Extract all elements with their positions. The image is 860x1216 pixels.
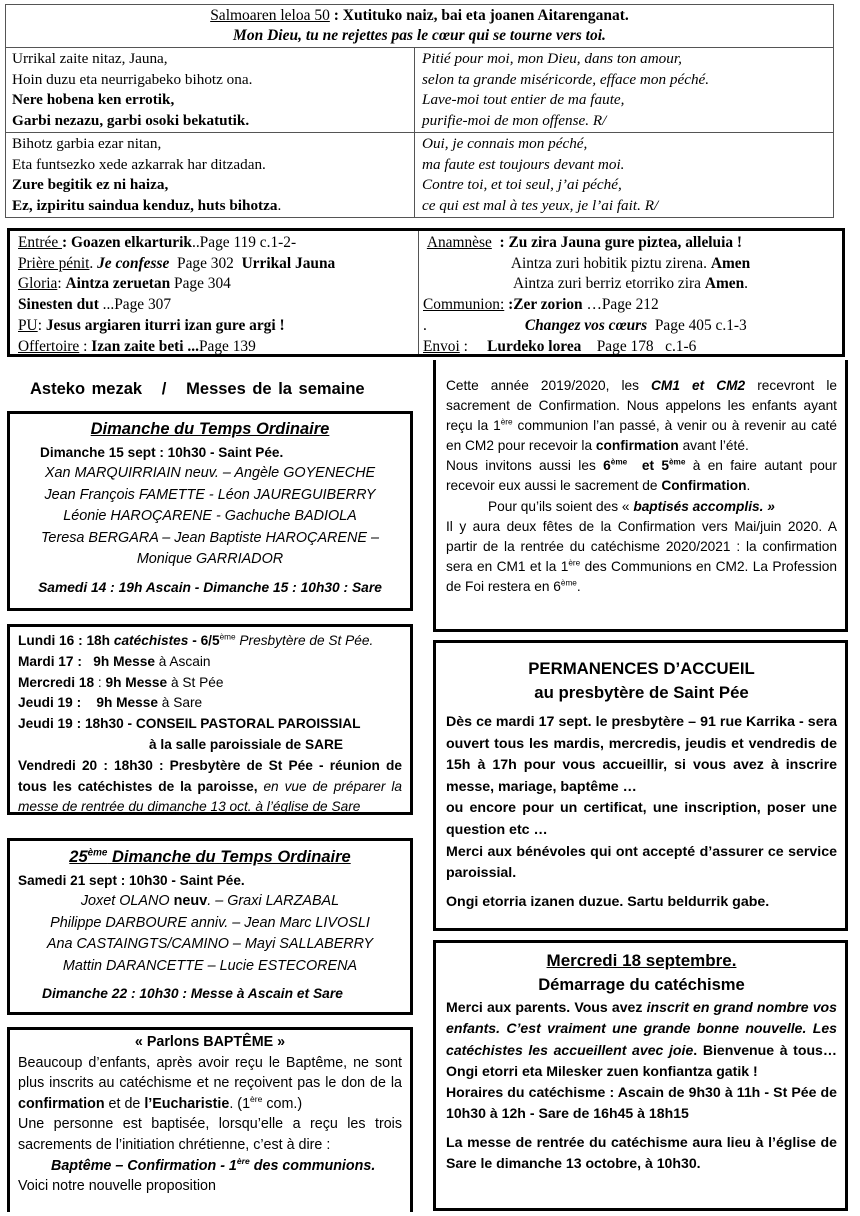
text: à en faire autant pour recevoir eux aussi le sacrement de bbox=[446, 458, 837, 494]
title-text: Dimanche du Temps Ordinaire bbox=[107, 848, 351, 866]
song-sep: : bbox=[79, 337, 92, 355]
box-subtitle: au presbytère de Saint Pée bbox=[534, 683, 749, 702]
day: Mercredi 18 bbox=[18, 674, 95, 690]
confirmation-paragraph bbox=[446, 517, 837, 597]
baptism-paragraph: Voici notre nouvelle proposition bbox=[18, 1178, 216, 1195]
verse-line: Hoin duzu eta neurrigabeko bihotz ona. bbox=[12, 70, 253, 88]
verse-line: Bihotz garbia ezar nitan, bbox=[12, 135, 162, 152]
text: Il y aura deux fêtes de la Confirmation vers Mai/juin 2020. A partir de la rentrée du catéchisme 2020/2021 : la confirmation sera en CM1 et la 1 bbox=[446, 518, 837, 574]
text: des communions. bbox=[249, 1157, 376, 1174]
verse-line: Zure begitik ez ni haiza, bbox=[12, 176, 169, 193]
psalm-refrain-basque: : Xutituko naiz, bai eta joanen Aitarenganat. bbox=[329, 7, 629, 24]
box-title: « Parlons BAPTÊME » bbox=[134, 1034, 286, 1050]
text: communion l’an passé, à venir ou à revenir au caté en CM2 pour recevoir la bbox=[446, 418, 838, 454]
sacraments-line bbox=[18, 1156, 402, 1177]
psalm-stanza bbox=[6, 48, 833, 133]
song-page: ...Page 307 bbox=[98, 296, 172, 314]
verse-line: Pitié pour moi, mon Dieu, dans ton amour, bbox=[422, 50, 682, 67]
schedule-monday bbox=[18, 631, 402, 652]
box-title: PERMANENCES D’ACCUEIL bbox=[528, 659, 755, 678]
catechism-box bbox=[433, 940, 848, 1211]
intention-line bbox=[18, 891, 402, 913]
sunday-25-mass-box bbox=[7, 838, 413, 1015]
intention-line: Mattin DARANCETTE – Lucie ESTECORENA bbox=[62, 957, 358, 974]
grade: - 6/5 bbox=[188, 633, 220, 648]
text: et de bbox=[104, 1095, 145, 1112]
reception-paragraph: Dès ce mardi 17 sept. le presbytère – 91 rue Karrika - sera ouvert tous les mardis, mercredis, jeudis et vendredis de 15h à 17h pour vous accueillir, si vous avez à inscrire messe, mariage, baptême … bbox=[446, 714, 837, 795]
dot: . bbox=[423, 316, 427, 334]
song-label: Anamnèse bbox=[426, 234, 492, 251]
intentions-list bbox=[18, 891, 402, 977]
text: Baptême – Confirmation - 1 bbox=[51, 1157, 237, 1174]
event: Vendredi 20 : 18h30 : Presbytère de St Pée - réunion de tous les catéchistes de la paroisse, bbox=[18, 757, 402, 794]
verse-line: Contre toi, et toi seul, j’ai péché, bbox=[422, 176, 622, 193]
song-label: Envoi bbox=[423, 337, 460, 355]
verse-line: selon ta grande miséricorde, efface mon péché. bbox=[422, 70, 710, 88]
song-title: Goazen elkarturik bbox=[71, 234, 192, 251]
verse-text: Ez, izpiritu saindua kenduz, huts bihotza bbox=[12, 196, 278, 214]
sup: ème bbox=[610, 457, 628, 467]
text: des Communions en CM2. La Profession de Foi restera en 6 bbox=[446, 558, 838, 594]
text-bold: confirmation bbox=[18, 1095, 105, 1112]
song-anamnese bbox=[423, 233, 838, 254]
name: . – Graxi LARZABAL bbox=[207, 893, 340, 910]
box-title: Dimanche du Temps Ordinaire bbox=[90, 420, 330, 438]
sup: ème bbox=[219, 632, 236, 642]
weekday-schedule-box bbox=[7, 624, 413, 815]
box-title: Mercredi 18 septembre. bbox=[546, 951, 737, 970]
song-sep: : bbox=[459, 337, 488, 355]
text: . Bienvenue à tous… Ongi etorri eta Milesker zuen konfiantza gatik ! bbox=[446, 1041, 837, 1079]
song-sep: : bbox=[62, 234, 71, 251]
psalm-reference: Salmoaren leloa 50 bbox=[210, 7, 330, 24]
confirmation-box bbox=[433, 360, 848, 632]
sup: ère bbox=[236, 1155, 250, 1166]
verse-line: Lave-moi tout entier de ma faute, bbox=[422, 91, 625, 108]
place: à Sare bbox=[157, 695, 203, 711]
intention-line: Léonie HAROÇARENE - Gachuche BADIOLA bbox=[63, 508, 357, 525]
song-sep: . bbox=[89, 254, 98, 272]
verse-line: ce qui est mal à tes yeux, je l’ai fait. R/ bbox=[422, 196, 659, 214]
songs-right-column bbox=[419, 231, 842, 354]
song-label: Prière pénit bbox=[18, 254, 90, 272]
text-bold: confirmation bbox=[595, 438, 679, 454]
day: Lundi 16 : 18h bbox=[18, 633, 114, 648]
day: Mardi 17 : 9h Messe bbox=[18, 653, 155, 669]
schedule-friday bbox=[18, 756, 402, 818]
day: Jeudi 19 : 9h Messe bbox=[18, 695, 158, 711]
schedule-council-place: à la salle paroissiale de SARE bbox=[149, 736, 344, 752]
song-title: Izan zaite beti ... bbox=[91, 337, 199, 355]
schedule-thursday bbox=[18, 693, 402, 714]
text-bold: et 5 bbox=[627, 458, 669, 474]
psalm-stanza bbox=[6, 133, 833, 217]
intention-line: Philippe DARBOURE anniv. – Jean Marc LIVOSLI bbox=[50, 914, 370, 931]
other-masses: Samedi 14 : 19h Ascain - Dimanche 15 : 10h30 : Sare bbox=[38, 579, 382, 595]
catechism-opening-mass: La messe de rentrée du catéchisme aura lieu à l’église de Sare le dimanche 13 octobre, à 10h30. bbox=[446, 1133, 837, 1172]
box-title bbox=[18, 845, 402, 869]
mass-time: Samedi 21 sept : 10h30 - Saint Pée. bbox=[18, 873, 245, 888]
title-num: 25 bbox=[69, 848, 88, 866]
song-title: Aintza zeruetan bbox=[65, 275, 171, 293]
mass-time: Dimanche 15 sept : 10h30 - Saint Pée. bbox=[40, 445, 284, 460]
reception-hours-box bbox=[433, 640, 848, 931]
songs-table bbox=[7, 228, 845, 357]
schedule-thursday-council: Jeudi 19 : 18h30 - CONSEIL PASTORAL PAROISSIAL bbox=[18, 716, 361, 732]
event: catéchistes bbox=[113, 633, 189, 648]
text: Cette année 2019/2020, les bbox=[446, 378, 652, 393]
intention-line: Xan MARQUIRRIAIN neuv. – Angèle GOYENECHE bbox=[44, 465, 376, 482]
reception-paragraph: Merci aux bénévoles qui ont accepté d’assurer ce service paroissial. bbox=[446, 843, 837, 882]
text: com.) bbox=[262, 1095, 303, 1112]
verse-text: Aintza zuri hobitik piztu zirena. bbox=[510, 254, 711, 272]
catechism-hours: Horaires du catéchisme : Ascain de 9h30 à 11h - St Pée de 10h30 à 12h - Sare de 16h45 à 18h15 bbox=[446, 1084, 837, 1122]
text: recevront le sacrement de Confirmation. Nous appelons les enfants ayant reçu la 1 bbox=[446, 378, 837, 434]
baptism-box bbox=[7, 1027, 413, 1212]
intention-line: Jean François FAMETTE - Léon JAUREGUIBERRY bbox=[44, 486, 376, 503]
intention-line: Monique GARRIADOR bbox=[136, 551, 284, 568]
verse-line: ma faute est toujours devant moi. bbox=[422, 155, 625, 173]
song-sep: : bbox=[37, 316, 46, 334]
verse-line: Ez, izpiritu saindua kenduz, huts bihotza. bbox=[12, 196, 282, 214]
sep: : bbox=[94, 674, 106, 690]
text-bold: Confirmation bbox=[661, 478, 747, 494]
purpose: en vue de préparer la messe de rentrée du dimanche 13 oct. à l’église de Sare bbox=[18, 778, 402, 815]
schedule-wednesday bbox=[18, 673, 402, 694]
verse-amen: Amen bbox=[704, 275, 745, 293]
song-title: Je confesse bbox=[97, 254, 170, 272]
song-page: Page 178 c.1-6 bbox=[581, 337, 697, 355]
song-title: Changez vos cœurs bbox=[524, 316, 648, 334]
sup: ème bbox=[668, 457, 686, 467]
text-italic: inscrit en grand nombre vos enfants. C’est vraiment une grande bonne nouvelle. Les catéchistes les accueillent avec joie bbox=[446, 999, 837, 1058]
song-title: Sinesten dut bbox=[18, 296, 99, 314]
sup: ème bbox=[87, 847, 108, 859]
verse-text: Aintza zuri berriz etorriko zira bbox=[512, 275, 705, 293]
sup: ère bbox=[500, 417, 513, 427]
song-page: Page 405 c.1-3 bbox=[647, 316, 747, 334]
intention-line: Ana CASTAINGTS/CAMINO – Mayi SALLABERRY bbox=[46, 936, 374, 953]
verse-line: Garbi nezazu, garbi osoki bekatutik. bbox=[12, 111, 250, 129]
confirmation-paragraph bbox=[446, 376, 837, 456]
text-bold-italic: baptisés accomplis. » bbox=[633, 498, 775, 514]
text-bold-italic: CM1 et CM2 bbox=[651, 378, 746, 393]
reception-paragraph: ou encore pour un certificat, une inscription, poser une question etc … bbox=[446, 800, 837, 838]
baptism-paragraph: Une personne est baptisée, lorsqu’elle a reçu les trois sacrements de l’initiation chrétienne, c’est à dire : bbox=[18, 1116, 402, 1153]
baptism-paragraph bbox=[18, 1053, 402, 1115]
text: avant l’été. bbox=[678, 438, 749, 454]
section-title: Asteko mezak / Messes de la semaine bbox=[30, 380, 365, 398]
box-subtitle: Démarrage du catéchisme bbox=[538, 975, 745, 994]
song-page: ..Page 119 c.1-2- bbox=[191, 234, 297, 251]
reception-welcome: Ongi etorria izanen duzue. Sartu beldurrik gabe. bbox=[446, 893, 770, 910]
confirmation-paragraph bbox=[446, 497, 837, 517]
sup: ème bbox=[560, 578, 577, 588]
text: . bbox=[746, 478, 751, 494]
other-masses: Dimanche 22 : 10h30 : Messe à Ascain et Sare bbox=[42, 986, 343, 1002]
psalm-stanza-basque bbox=[6, 48, 415, 132]
verse-line: purifie-moi de mon offense. R/ bbox=[422, 111, 607, 129]
song-entree bbox=[18, 233, 410, 254]
psalm-stanza-french bbox=[415, 48, 833, 132]
song-page: Page 139 bbox=[198, 337, 256, 355]
song-label: Offertoire bbox=[18, 337, 80, 355]
verse-amen: Amen bbox=[710, 254, 751, 272]
place: à St Pée bbox=[167, 674, 224, 690]
intention-line: Teresa BERGARA – Jean Baptiste HAROÇARENE – bbox=[40, 529, 380, 546]
song-label: PU bbox=[18, 316, 38, 334]
text: . bbox=[576, 578, 581, 594]
psalm-stanza-basque bbox=[6, 133, 415, 217]
intentions-list bbox=[20, 463, 400, 571]
catechism-paragraph bbox=[446, 997, 837, 1082]
verse-line: Oui, je connais mon péché, bbox=[422, 135, 588, 152]
anamnese-line bbox=[423, 254, 838, 275]
event: 9h Messe bbox=[105, 674, 168, 690]
song-title-basque: Urrikal Jauna bbox=[241, 254, 336, 272]
song-title: Lurdeko lorea bbox=[487, 337, 582, 355]
song-label: Gloria bbox=[18, 275, 58, 293]
text: . (1 bbox=[229, 1095, 251, 1112]
song-page: Page 302 bbox=[169, 254, 242, 272]
song-credo bbox=[18, 295, 410, 316]
note: neuv bbox=[173, 893, 208, 910]
psalm-table bbox=[5, 4, 834, 218]
place: à Ascain bbox=[154, 653, 211, 669]
songs-left-column bbox=[10, 231, 419, 354]
song-communion bbox=[423, 295, 838, 316]
text-bold: 6 bbox=[603, 458, 611, 474]
song-title: Jesus argiaren iturri izan gure argi ! bbox=[45, 316, 285, 334]
sup: ère bbox=[568, 558, 581, 568]
song-label: Entrée bbox=[18, 234, 63, 251]
song-offertoire bbox=[18, 337, 410, 358]
text: Pour qu’ils soient des « bbox=[488, 498, 634, 514]
song-envoi bbox=[423, 337, 838, 358]
song-priere-penit bbox=[18, 254, 410, 275]
text: Merci aux parents. Vous avez bbox=[446, 999, 647, 1015]
song-page: Page 304 bbox=[170, 275, 231, 293]
song-gloria bbox=[18, 274, 410, 295]
verse-line: Urrikal zaite nitaz, Jauna, bbox=[12, 50, 168, 67]
anamnese-line: Aintza zuri berriz etorriko zira Amen. bbox=[512, 275, 749, 293]
name: Joxet OLANO bbox=[80, 893, 174, 910]
psalm-refrain-french: Mon Dieu, tu ne rejettes pas le cœur qui se tourne vers toi. bbox=[233, 27, 606, 44]
verse-line: Nere hobena ken errotik, bbox=[12, 91, 175, 108]
text: Beaucoup d’enfants, après avoir reçu le Baptême, ne sont plus inscrits au catéchisme et ne reçoivent pas le don de la bbox=[18, 1054, 402, 1092]
text-bold: l’Eucharistie bbox=[144, 1095, 230, 1112]
song-title: : Zu zira Jauna gure piztea, alleluia ! bbox=[491, 234, 743, 251]
confirmation-paragraph bbox=[446, 456, 837, 496]
song-title: :Zer zorion bbox=[504, 296, 583, 314]
psalm-header bbox=[6, 5, 833, 48]
text: Nous invitons aussi les bbox=[446, 458, 604, 474]
sup: ère bbox=[250, 1094, 263, 1105]
song-sep: : bbox=[57, 275, 66, 293]
schedule-tuesday bbox=[18, 652, 402, 673]
song-page: …Page 212 bbox=[582, 296, 659, 314]
psalm-stanza-french bbox=[415, 133, 833, 217]
song-pu bbox=[18, 316, 410, 337]
song-communion-2 bbox=[423, 316, 838, 337]
sunday-mass-box bbox=[7, 411, 413, 611]
verse-line: Eta funtsezko xede azkarrak har ditzadan. bbox=[12, 155, 266, 173]
place: Presbytère de St Pée. bbox=[235, 633, 374, 648]
song-label: Communion: bbox=[423, 296, 505, 314]
